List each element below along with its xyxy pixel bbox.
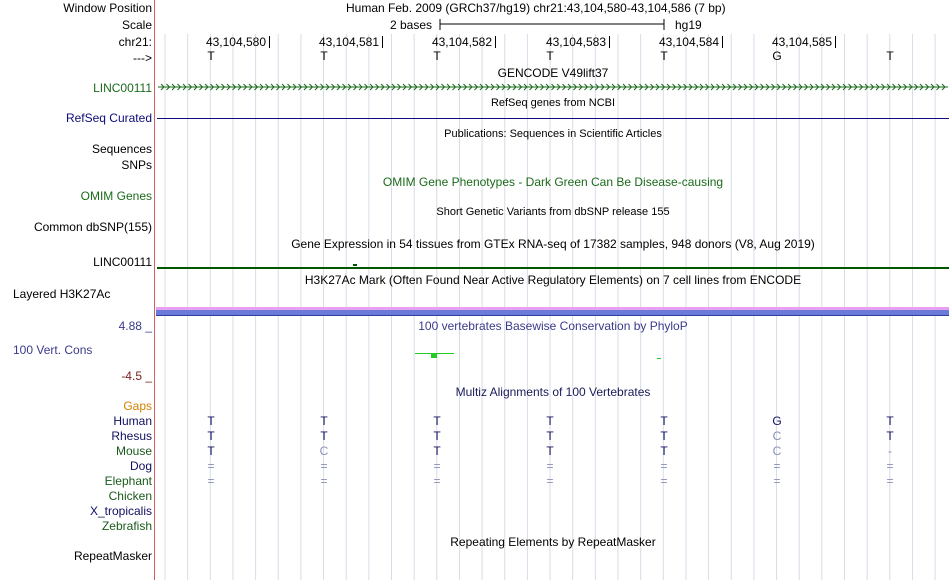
phylop-score-low — [657, 358, 661, 359]
alignment-base: C — [319, 444, 329, 458]
refseq-track-label[interactable]: RefSeq Curated — [65, 111, 152, 125]
ruler-tick — [269, 36, 270, 48]
species-label-human[interactable]: Human — [113, 414, 152, 428]
base-letter: T — [546, 49, 554, 63]
base-letter: T — [433, 49, 441, 63]
multiz-track-title[interactable]: Multiz Alignments of 100 Vertebrates — [455, 385, 651, 399]
gtex-track-label[interactable]: LINC00111 — [93, 255, 152, 269]
species-label-zebrafish[interactable]: Zebrafish — [101, 519, 152, 533]
ruler-position: 43,104,583 — [545, 35, 606, 49]
scale-bar — [438, 18, 668, 32]
assembly-title[interactable]: Human Feb. 2009 (GRCh37/hg19) chr21:43,104,580-43,104,586 (7 bp) — [346, 1, 726, 15]
species-label-x_tropicalis[interactable]: X_tropicalis — [89, 504, 152, 518]
base-letter: T — [886, 49, 894, 63]
dbsnp-track-label[interactable]: Common dbSNP(155) — [33, 220, 152, 234]
species-label-elephant[interactable]: Elephant — [104, 474, 152, 488]
strand-label: ---> — [133, 51, 152, 65]
alignment-base: T — [660, 414, 668, 428]
ruler-tick — [382, 36, 383, 48]
ruler-position: 43,104,580 — [205, 35, 266, 49]
base-letter: T — [660, 49, 668, 63]
species-label-mouse[interactable]: Mouse — [115, 444, 152, 458]
alignment-base: T — [886, 414, 894, 428]
gtex-track-title[interactable]: Gene Expression in 54 tissues from GTEx RNA-seq of 17382 samples, 948 donors (V8, Aug 2019) — [291, 237, 815, 251]
dbsnp-track-title[interactable]: Short Genetic Variants from dbSNP release 155 — [436, 206, 670, 218]
species-label-chicken[interactable]: Chicken — [108, 489, 152, 503]
gencode-gene-feature[interactable] — [158, 81, 948, 93]
base-letter: T — [207, 49, 215, 63]
h3k27ac-signal-baseline — [156, 315, 949, 316]
alignment-base: T — [433, 414, 441, 428]
scale-label: Scale — [121, 18, 152, 32]
alignment-base: = — [433, 474, 441, 488]
alignment-base: T — [546, 414, 554, 428]
ruler-tick — [835, 36, 836, 48]
h3k27ac-track-title[interactable]: H3K27Ac Mark (Often Found Near Active Regulatory Elements) on 7 cell lines from ENCODE — [304, 273, 802, 287]
refseq-gene-feature[interactable] — [157, 118, 949, 119]
ruler-tick — [495, 36, 496, 48]
alignment-base: T — [886, 429, 894, 443]
alignment-base: G — [772, 414, 782, 428]
gencode-track-label[interactable]: LINC00111 — [93, 81, 152, 95]
alignment-base: T — [433, 429, 441, 443]
alignment-base: = — [207, 459, 215, 473]
gencode-track-title[interactable]: GENCODE V49lift37 — [497, 66, 609, 80]
phylop-track-title[interactable]: 100 vertebrates Basewise Conservation by PhyloP — [418, 319, 688, 333]
alignment-base: = — [660, 459, 668, 473]
ruler-position: 43,104,582 — [431, 35, 492, 49]
alignment-base: T — [320, 429, 328, 443]
window-position-label: Window Position — [63, 1, 152, 15]
gtex-gene-bar[interactable] — [157, 267, 949, 269]
alignment-base: T — [546, 444, 554, 458]
base-letter: G — [772, 49, 782, 63]
chr-label: chr21: — [118, 35, 152, 49]
alignment-base: T — [207, 414, 215, 428]
ruler-position: 43,104,585 — [771, 35, 832, 49]
alignment-base: = — [886, 459, 894, 473]
species-label-rhesus[interactable]: Rhesus — [111, 429, 152, 443]
alignment-base: C — [772, 444, 782, 458]
species-label-dog[interactable]: Dog — [129, 459, 152, 473]
ruler-tick — [609, 36, 610, 48]
label-divider — [154, 0, 155, 580]
alignment-base: = — [546, 459, 554, 473]
phylop-track-label[interactable]: 100 Vert. Cons — [13, 343, 93, 357]
alignment-base: T — [207, 444, 215, 458]
alignment-base: T — [433, 444, 441, 458]
alignment-base: = — [320, 474, 328, 488]
alignment-base: T — [320, 414, 328, 428]
alignment-base: = — [773, 459, 781, 473]
alignment-base: = — [433, 459, 441, 473]
species-label-gaps[interactable]: Gaps — [123, 399, 152, 413]
gtex-expression-mark — [353, 264, 357, 266]
h3k27ac-track-label[interactable]: Layered H3K27Ac — [13, 287, 111, 301]
scale-db: hg19 — [675, 18, 702, 32]
ruler-tick — [722, 36, 723, 48]
repeatmasker-track-title[interactable]: Repeating Elements by RepeatMasker — [450, 535, 656, 549]
alignment-base: = — [773, 474, 781, 488]
alignment-base: = — [320, 459, 328, 473]
ruler-position: 43,104,581 — [318, 35, 379, 49]
ruler-position: 43,104,584 — [658, 35, 719, 49]
repeatmasker-track-label[interactable]: RepeatMasker — [73, 549, 152, 563]
alignment-base: C — [772, 429, 782, 443]
refseq-track-title[interactable]: RefSeq genes from NCBI — [490, 97, 616, 109]
phylop-min-label: -4.5 _ — [121, 369, 152, 383]
publications-sequences-label[interactable]: Sequences — [91, 142, 152, 156]
phylop-max-label: 4.88 _ — [118, 319, 152, 333]
alignment-base: = — [886, 474, 894, 488]
omim-track-title[interactable]: OMIM Gene Phenotypes - Dark Green Can Be Disease-causing — [382, 175, 724, 189]
publications-snps-label[interactable]: SNPs — [121, 158, 152, 172]
alignment-base: = — [207, 474, 215, 488]
alignment-base: T — [207, 429, 215, 443]
omim-track-label[interactable]: OMIM Genes — [80, 189, 152, 203]
alignment-base: T — [546, 429, 554, 443]
alignment-base: = — [546, 474, 554, 488]
alignment-base: T — [660, 429, 668, 443]
base-letter: T — [320, 49, 328, 63]
phylop-score-peak — [431, 353, 437, 358]
alignment-base: = — [660, 474, 668, 488]
scale-text: 2 bases — [390, 18, 433, 32]
alignment-base: - — [888, 444, 892, 458]
publications-track-title[interactable]: Publications: Sequences in Scientific Articles — [444, 128, 662, 140]
alignment-base: T — [660, 444, 668, 458]
